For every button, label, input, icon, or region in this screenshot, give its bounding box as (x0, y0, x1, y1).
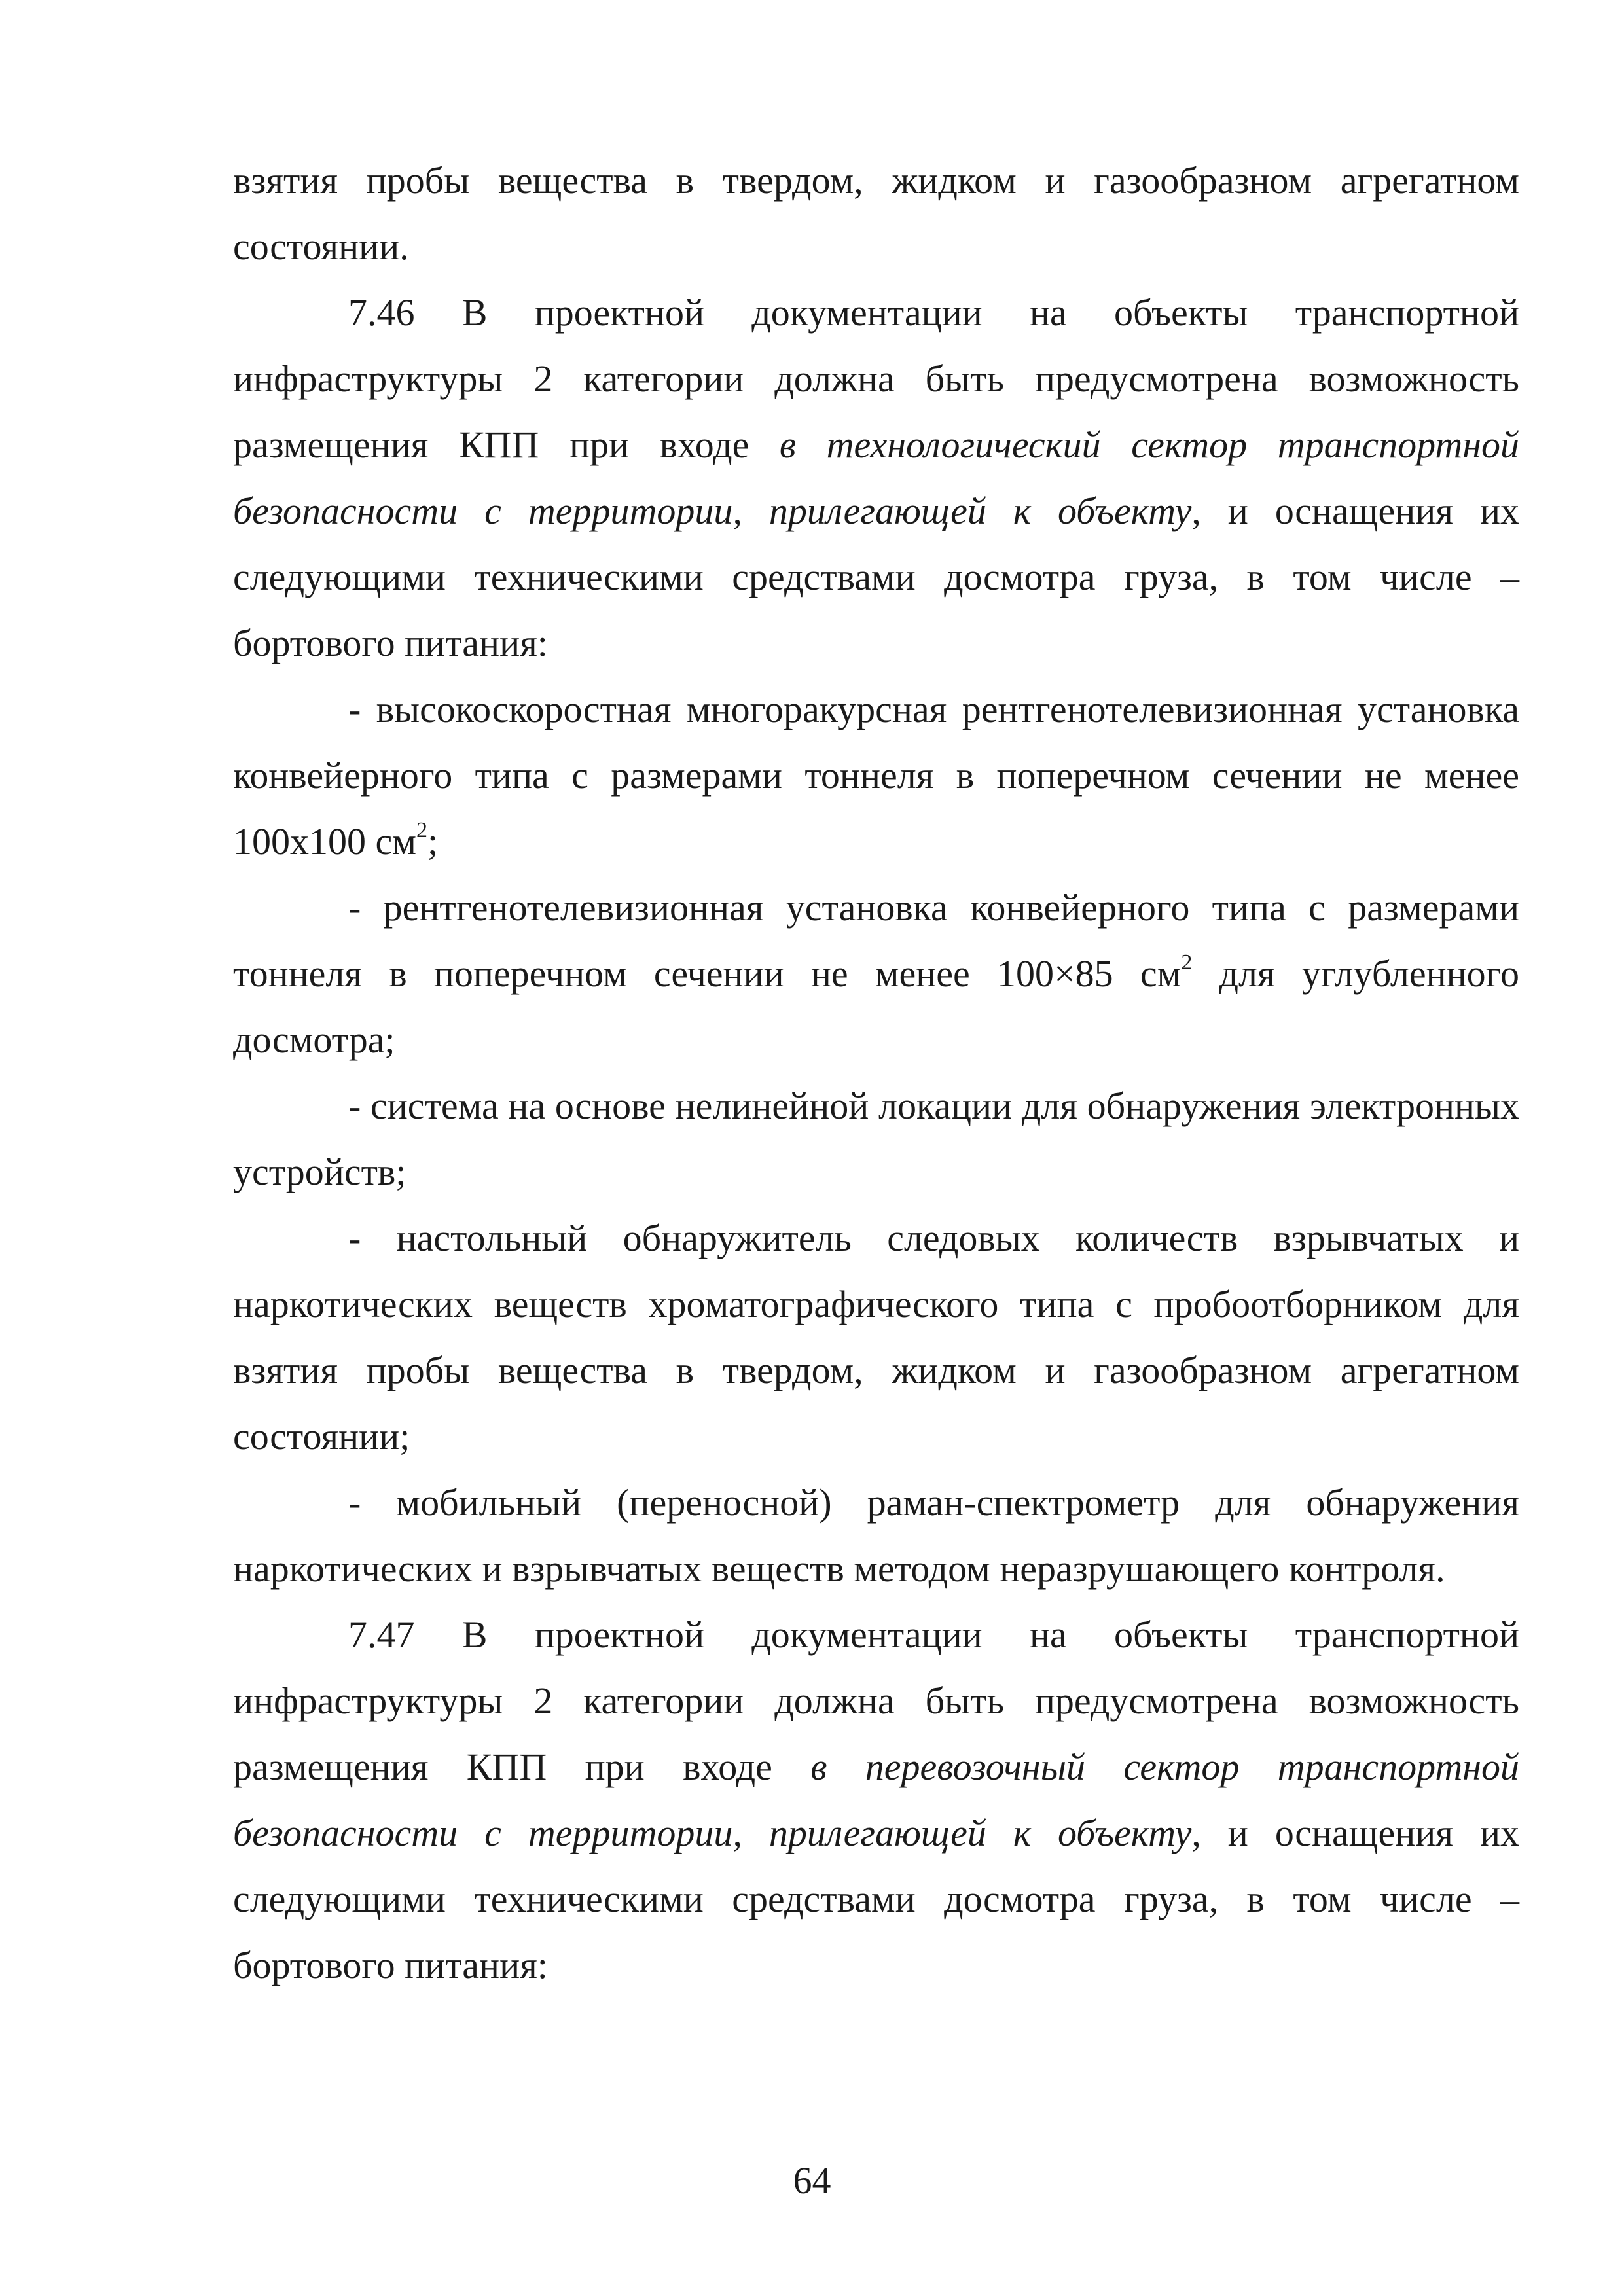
paragraph-7-47-lead: 7.47 В проектной документации на объекты транспортной инфраструктуры 2 категории должна быть предусмотрена возможность размещения КПП при входе (233, 1613, 1519, 1788)
paragraph-7-46-italic: в технологический сектор транспортной безопасности с территории, прилегающей к объекту (233, 423, 1520, 532)
paragraph-7-46-tail: , и оснащения их следующими техническими средствами досмотра груза, в том числе – бортового питания: (233, 490, 1519, 664)
list-item-tail: ; (427, 820, 439, 863)
list-item-raman-spectrometer: - мобильный (переносной) раман-спектрометр для обнаружения наркотических и взрывчатых веществ методом неразрушающего контроля. (233, 1481, 1519, 1590)
paragraph-7-47 (233, 1602, 1519, 1998)
superscript: 2 (416, 818, 427, 842)
list-item-xray-conveyor (233, 874, 1519, 1073)
list-item-xray-high-speed (233, 676, 1519, 874)
paragraph-continuation: взятия пробы вещества в твердом, жидком и газообразном агрегатном состоянии. (233, 159, 1519, 268)
paragraph-7-47-tail: , и оснащения их следующими техническими средствами досмотра груза, в том числе – бортового питания: (233, 1812, 1519, 1986)
page-number: 64 (793, 2159, 831, 2202)
list-item-tail: для углубленного досмотра; (233, 952, 1520, 1061)
list-item-nonlinear-locator: - система на основе нелинейной локации для обнаружения электронных устройств; (233, 1085, 1519, 1193)
list-item-trace-detector: - настольный обнаружитель следовых количеств взрывчатых и наркотических веществ хроматографического типа с пробоотборником для взятия пробы вещества в твердом, жидком и газообразном агрегатном состоянии; (233, 1217, 1519, 1458)
paragraph-7-46-lead: 7.46 В проектной документации на объекты транспортной инфраструктуры 2 категории должна быть предусмотрена возможность размещения КПП при входе (233, 291, 1519, 466)
list-item-text: - рентгенотелевизионная установка конвейерного типа с размерами тоннеля в поперечном сечении не менее 100×85 см (233, 886, 1519, 995)
paragraph-7-47-italic: в перевозочный сектор транспортной безопасности с территории, прилегающей к объекту (233, 1746, 1519, 1854)
superscript: 2 (1181, 950, 1193, 975)
document-body (233, 147, 1519, 1998)
list-item-text: - высокоскоростная многоракурсная рентгенотелевизионная установка конвейерного типа с размерами тоннеля в поперечном сечении не менее 100х100 см (233, 688, 1519, 863)
paragraph-7-46 (233, 279, 1519, 676)
